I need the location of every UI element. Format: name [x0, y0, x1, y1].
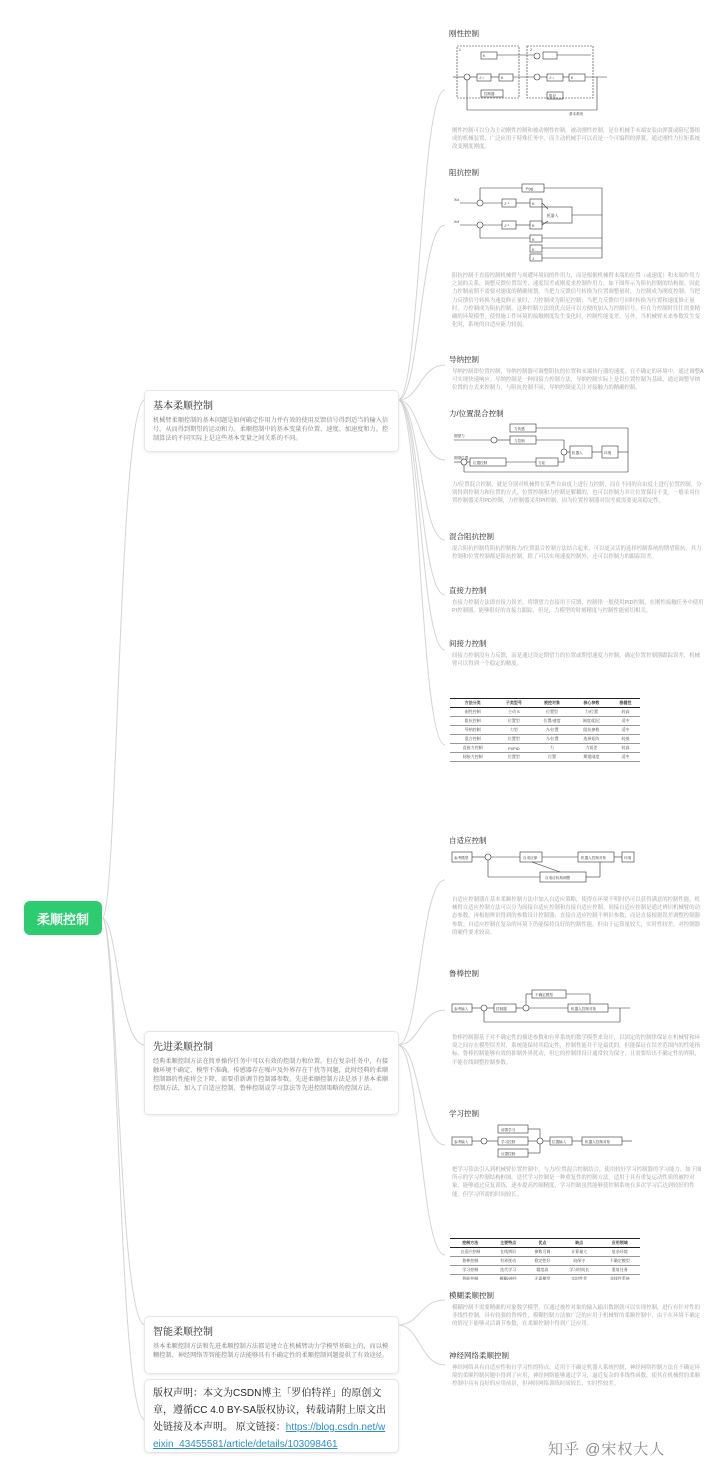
- section-title-learning: 学习控制: [449, 1109, 479, 1118]
- table-cell: 较高: [611, 744, 640, 753]
- table-cell: 力/位置: [572, 708, 611, 717]
- section-title-hybrid: 力/位置混合控制: [449, 409, 504, 418]
- table-row: [450, 708, 640, 717]
- svg-text:机器人: 机器人: [572, 451, 583, 455]
- svg-text:1: 1: [459, 48, 461, 52]
- svg-text:位置控制: 位置控制: [473, 461, 488, 465]
- svg-text:K: K: [532, 238, 535, 242]
- section-text-robust: 鲁棒控制器基于对不确定性的描述参数和有界系统的数学模型来设计，以固定的控制律保证在机械臂和环境之间存在模型误差时，系统能保持其稳定性，控制性能并不是最优的，但能保证在误差范围内的性能指标。鲁棒控制能够有效的抑制外界扰动，但它的控制律设计通常较为保守，且需要给出不确定性的界限，不能在线调整控制参数。: [452, 1035, 700, 1066]
- table-row: [450, 1275, 640, 1281]
- section-text-direct-force: 直接力控制方法即直接力误差，将期望力直接用于反馈，控制律一般使用PID控制，在刚性接触任务中使用PI控制器，能够很好的直接力跟踪，但是，力模型的时刻精度与控制性能密切相关。: [452, 600, 704, 615]
- root-label: 柔顺控制: [36, 911, 89, 927]
- section-text-fuzzy: 模糊控制不需要精确的对象数学模型，仅通过被控对象的输入输出数据就可以实现控制，进行有针对性的非线性控制，具有较强的鲁棒性，模糊控制方法被广泛的应用于机械臂的柔顺控制中，由于在环境不确定的情况下能够灵活调节参数，在柔顺控制中得到广泛应用。: [452, 1305, 700, 1328]
- copyright-card[interactable]: [145, 1380, 398, 1452]
- table-row: [450, 726, 640, 735]
- svg-text:J⁻¹: J⁻¹: [504, 202, 510, 206]
- table-cell: 模糊/神经: [491, 1275, 526, 1281]
- section-text-rigid: 刚性控制可以分为主动刚性控制和被动刚性控制。被动刚性控制，是在机械手末端安装由弹簧或阻尼器组成的机械装置，广泛应用于特殊任务中。而主动机械手可以看是一个可编程的弹簧，通过刚性力位矩系统改变刚度刚度。: [452, 128, 700, 151]
- table-header-cell: 控制方法: [450, 1239, 491, 1248]
- svg-text:机器人控制对象: 机器人控制对象: [571, 1007, 597, 1011]
- section-text-learning: 把学习算法引入到机械臂位置控制中，与力/位置混合控制结合，使用较好学习控制器的学习能力，如下图所示的学习控制结构框图。迭代学习控制是一种重复性的控制方法，适用于具有重复运动性质的被控对象，能够通过反复训练，逐步提高控制精度，学习控制虽然能够使控制系统在多次学习后达到较好的性能，但学习所需的时间较长。: [452, 1167, 702, 1198]
- svg-text:基本系统: 基本系统: [569, 112, 583, 116]
- table-cell: 迭代学习: [491, 1266, 526, 1275]
- table-cell: 不确定模型: [599, 1257, 640, 1266]
- section-title-robust: 鲁棒控制: [449, 969, 479, 978]
- svg-text:参考模型: 参考模型: [454, 856, 469, 860]
- svg-text:期望力: 期望力: [454, 434, 465, 438]
- table-cell: 适中: [611, 717, 640, 726]
- table-cell: 期望刚度: [572, 753, 611, 762]
- table-cell: 阻抗参数: [572, 726, 611, 735]
- svg-text:控制器: 控制器: [496, 1007, 507, 1011]
- table-cell: 位置型: [532, 708, 571, 717]
- branch-intelligent-compliance[interactable]: [145, 1317, 398, 1373]
- table-cell: 位置型: [495, 753, 532, 762]
- svg-text:力传感: 力传感: [514, 427, 525, 431]
- section-text-indirect-force: 间接力控制没有力反馈，而是通过设定期望力的位置或期望速度力控制，确定位置控制器跟踪误差，机械臂可以得到一个稳定的精度。: [452, 653, 700, 668]
- copyright-statement: 版权声明：本文为CSDN博主「罗伯特祥」的原创文章，遵循CC 4.0 BY-SA版权协议，转载请附上原文出处链接及本声明。 原文链接：: [153, 1388, 386, 1433]
- table-row: [450, 1248, 640, 1257]
- table-row: [450, 1266, 640, 1275]
- svg-text:环境: 环境: [624, 856, 632, 860]
- learning-control-diagram: [450, 1121, 636, 1161]
- table-cell: 力误差: [572, 744, 611, 753]
- table-cell: 适中: [611, 753, 640, 762]
- svg-text:2: 2: [530, 48, 532, 52]
- table-header-cell: 被控对象: [532, 699, 571, 708]
- table-cell: 位置: [532, 753, 571, 762]
- svg-text:参考输入: 参考输入: [454, 1007, 469, 1011]
- branch-body: 经典柔顺控制方法在简单操作任务中可以有效的控制力和位置。但在复杂任务中，有接触环境不确定、模型不准确、传感器存在噪声及外界存在干扰等问题，此时经典的柔顺控制器的性能将会下降，需要重新调节控制器参数。先进柔顺控制方法是基于基本柔顺控制方法，加入了自适应控制、鲁棒控制或学习算法等先进控制策略的控制方法。: [153, 1058, 389, 1092]
- svg-text:机器人控制对象: 机器人控制对象: [585, 1140, 611, 1144]
- copyright-text: [153, 1385, 390, 1453]
- table-cell: 实时性差: [559, 1275, 600, 1281]
- table-cell: 力/位置: [532, 726, 571, 735]
- hybrid-control-diagram: [452, 422, 632, 474]
- svg-text:不确定模型: 不确定模型: [535, 993, 553, 997]
- table-header-cell: 稳健性: [611, 699, 640, 708]
- branch-title: 先进柔顺控制: [153, 1042, 213, 1053]
- source-link[interactable]: https://blog.csdn.net/weixin_43455581/article/details/103098461: [153, 1422, 386, 1450]
- branch-body: 基本柔顺控制方法和先进柔顺控制方法都是建立在机械臂动力学模型基础上的，而以模糊控制、神经网络等智能控制方法能够具有不确定性的柔顺控制问题提供了有效途径。: [153, 1343, 389, 1359]
- table-cell: 参数可调: [526, 1248, 559, 1257]
- table-cell: 力: [532, 744, 571, 753]
- svg-text:位置输入: 位置输入: [552, 1140, 567, 1144]
- svg-text:学习控制: 学习控制: [501, 1140, 516, 1144]
- svg-text:J⁻¹: J⁻¹: [504, 224, 510, 228]
- table-cell: 位置型: [495, 717, 532, 726]
- svg-text:J⁻¹: J⁻¹: [549, 76, 554, 80]
- impedance-control-diagram: [452, 181, 612, 263]
- table-cell: 位置/速度: [532, 717, 571, 726]
- svg-text:K: K: [532, 248, 535, 252]
- branch-advanced-compliance[interactable]: [145, 1032, 398, 1114]
- table-cell: 间接力控制: [450, 753, 495, 762]
- section-title-admittance: 导纳控制: [449, 355, 479, 364]
- table-header-cell: 主要特点: [491, 1239, 526, 1248]
- table-cell: 力/位置: [532, 735, 571, 744]
- branch-body: 机械臂柔顺控制的基本问题是如何确定作用力并有效的使用反馈信号得到适当的输入信号。从而得到期望的运动和力。柔顺控制中的基本变量有位置、速度、加速度和力。控制算法的不同实际上是这些基本变量之间关系的不同。: [153, 417, 389, 442]
- table-row: [450, 735, 640, 744]
- table-cell: 自适应控制: [450, 1248, 491, 1257]
- table-header-cell: 优点: [526, 1239, 559, 1248]
- table-cell: 较高: [611, 708, 640, 717]
- section-title-fuzzy: 模糊柔顺控制: [449, 1291, 494, 1300]
- table-cell: 学习控制: [450, 1266, 491, 1275]
- table-header-cell: 方法分类: [450, 699, 495, 708]
- table-row: [450, 1257, 640, 1266]
- table-cell: 有界扰动: [491, 1257, 526, 1266]
- svg-text:K: K: [532, 202, 535, 206]
- svg-text:自适应律: 自适应律: [523, 856, 538, 860]
- section-title-indirect-force: 间接力控制: [449, 639, 487, 648]
- root-node[interactable]: [24, 901, 102, 935]
- svg-text:前馈学习: 前馈学习: [501, 1128, 516, 1132]
- table-cell: 学习时间长: [559, 1266, 600, 1275]
- table-cell: 无需模型: [526, 1275, 559, 1281]
- svg-text:控制器: 控制器: [484, 92, 495, 96]
- branch-basic-compliance[interactable]: [145, 391, 398, 451]
- table-cell: 刚性控制: [450, 708, 495, 717]
- table-cell: 力型: [495, 726, 532, 735]
- section-text-neural: 神经网络具有自适应性和自学习性的特点，适用于不确定机器人系统控制，神经网络控制方法在不确定环境的柔顺控制问题中得到了应用，神经网络能够通过学习，逼近复杂的非线性函数，使其在机械臂的柔顺控制中具有良好的应用前景，但神经网络训练时间较长，实时性较差。: [452, 1365, 700, 1388]
- section-title-adaptive: 自适应控制: [449, 836, 487, 845]
- table-cell: 适中: [611, 726, 640, 735]
- table-header-cell: 缺点: [559, 1239, 600, 1248]
- section-title-impedance: 阻抗控制: [449, 168, 479, 177]
- svg-text:J⁻¹: J⁻¹: [479, 76, 484, 80]
- svg-text:期望位置: 期望位置: [454, 456, 469, 460]
- table-cell: 较低: [611, 735, 640, 744]
- table-cell: 复杂环境: [599, 1248, 640, 1257]
- svg-text:Xd': Xd': [454, 220, 460, 224]
- adaptive-control-diagram: [450, 848, 636, 888]
- table-cell: 智能控制: [450, 1275, 491, 1281]
- robust-control-diagram: [450, 982, 636, 1028]
- table-cell: 在线辨识: [491, 1248, 526, 1257]
- svg-text:自适应机构调整: 自适应机构调整: [545, 876, 571, 880]
- svg-text:阻尼: 阻尼: [549, 94, 556, 98]
- branch-title: 基本柔顺控制: [153, 401, 213, 412]
- table-cell: PI/PID: [495, 744, 532, 753]
- table-header-cell: 核心参数: [572, 699, 611, 708]
- svg-text:参考输入: 参考输入: [454, 1140, 469, 1144]
- svg-text:环境: 环境: [604, 451, 612, 455]
- table-cell: 主动 S: [495, 708, 532, 717]
- svg-text:力控制: 力控制: [514, 439, 525, 443]
- table-cell: 精度高: [526, 1266, 559, 1275]
- table-cell: 刚度/阻尼: [572, 717, 611, 726]
- classic-methods-table: [450, 698, 640, 822]
- svg-text:Xd: Xd: [454, 198, 459, 202]
- table-cell: 选择矩阵: [572, 735, 611, 744]
- section-title-hybrid-impedance: 混合阻抗控制: [449, 532, 494, 541]
- table-cell: 较保守: [559, 1257, 600, 1266]
- table-header-cell: 子类型号: [495, 699, 532, 708]
- zhihu-watermark: 知乎 @宋权大人: [548, 1441, 666, 1458]
- svg-text:K: K: [501, 76, 504, 80]
- svg-text:K: K: [532, 224, 535, 228]
- svg-text:K: K: [483, 54, 486, 58]
- table-cell: 鲁棒控制: [450, 1257, 491, 1266]
- section-text-impedance: 阻抗控制不直接控制机械臂与周遭环境间的作用力，而是根据机械臂末端的位置（或速度）和末端作用力之间的关系，调整反馈位置误差、速度误差或刚度来控制作用力，如下图所示为阻抗控制的结构图。因此力控制前期不需要对速度的精确规划。当把力反馈信号转换为位置调整量时，力控制成为刚度控制；当把力反馈信号转换为速度修正量时，力控制成为阻尼控制；当把力反馈信号同时转换为位置和速度修正量时，力控制成为阻抗控制。这种控制方法的优点是可以方便的加入力控制信号，但在力控制时往往需要精确的环境模型，使得施工件环境的接触刚度发生变化时，控制性能变差。另外，当机械臂未来参数发生变化时，系统的自适应能力较弱。: [452, 273, 700, 329]
- rigid-control-diagram: [451, 42, 611, 118]
- section-title-direct-force: 直接力控制: [449, 586, 487, 595]
- svg-text:力矩: 力矩: [538, 461, 546, 465]
- table-cell: 稳定性好: [526, 1257, 559, 1266]
- advanced-methods-table: [450, 1238, 640, 1280]
- section-text-admittance: 导纳控制即位置控制，导纳控制器可调整阻抗的位置和末端执行器的速度，在不确定的环境中，通过调整A可实现快速响应。导纳控制是一种间接力控制方法，导纳控制实际上是以位置控制为基础，通过调整导纳位置的方式来控制力，与阻抗控制不同，导纳控制更关注对接触力的精确控制。: [452, 369, 704, 392]
- section-text-hybrid-impedance: 混合阻抗控制将阻抗控制和力/位置混合控制方法结合起来，可以更灵活的选择控制系统的期望阻抗，其力控制和位置控制都是阻抗控制，除了可以实现速度控制外，还可以控制力的跟踪误差。: [452, 546, 702, 561]
- svg-text:J: J: [532, 257, 534, 261]
- table-row: [450, 717, 640, 726]
- svg-text:P(q): P(q): [526, 187, 534, 191]
- svg-text:反馈控制: 反馈控制: [501, 1152, 516, 1156]
- table-cell: 直接力控制: [450, 744, 495, 753]
- table-cell: 计算量大: [559, 1248, 600, 1257]
- section-text-adaptive: 自适应控制器在基本柔顺控制方法中加入自适应策略，使得在环境不明时仍可以获得满意的控制性能，机械臂自适应控制方法可以分为间接自适应控制和直接自适应控制。间接自适应控制是通过辨识机械臂的动态参数，再根据辨识得到的参数设计控制器；直接自适应控制不辨识参数，而是直接根据误差调整控制器参数。自适应控制在复杂的环境下仍能保持良好的控制性能，但由于运算量较大，实时性较差，对控制器的硬件要求较高。: [452, 897, 700, 936]
- section-title-rigid: 刚性控制: [449, 29, 479, 38]
- branch-title: 智能柔顺控制: [153, 1327, 213, 1338]
- section-text-hybrid: 力/位置混合控制，就是分别对机械臂在某些自由度上进行力控制，而在不同的自由度上进行位置控制，分别得到控制力和位置的方式。位置控制和力控制是解耦的，也可以控制力并让位置保持不变，一般采用位置控制器采用PD控制，力控制器采用PI控制，因为位置控制器对误差就需要更高稳定性。: [452, 482, 702, 505]
- table-cell: 非线性系统: [599, 1275, 640, 1281]
- table-cell: 混合控制: [450, 735, 495, 744]
- table-cell: 重复任务: [599, 1266, 640, 1275]
- section-title-neural: 神经网络柔顺控制: [449, 1351, 509, 1360]
- table-cell: 阻抗控制: [450, 717, 495, 726]
- table-cell: 导纳控制: [450, 726, 495, 735]
- svg-text:机器人: 机器人: [547, 214, 559, 218]
- table-cell: 位置型: [495, 735, 532, 744]
- table-row: [450, 744, 640, 753]
- table-header-cell: 应用领域: [599, 1239, 640, 1248]
- table-row: [450, 753, 640, 762]
- svg-text:机器人控制对象: 机器人控制对象: [581, 856, 607, 860]
- svg-text:K: K: [571, 76, 574, 80]
